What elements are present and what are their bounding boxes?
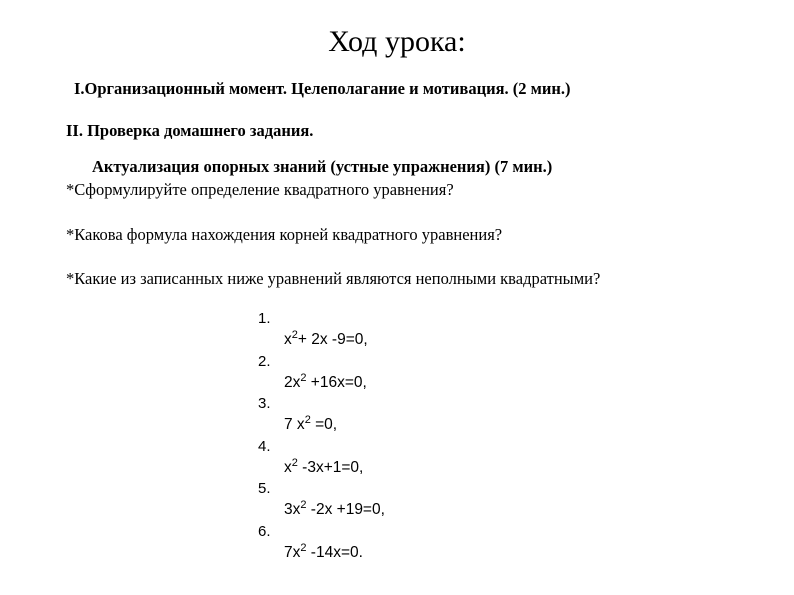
equation-text: $7x^2$ -14x=0. bbox=[284, 541, 363, 561]
page-title: Ход урока: bbox=[328, 25, 466, 58]
equation-text: $x^2+ 2x$ -9=0, bbox=[284, 329, 368, 348]
equation-number: 4. bbox=[258, 437, 271, 455]
section-actualization: Актуализация опорных знаний (устные упражнения) (7 мин.) bbox=[92, 157, 553, 176]
equation-number: 6. bbox=[258, 522, 271, 540]
section-organizational: I.Организационный момент. Целеполагание и мотивация. (2 мин.) bbox=[74, 79, 571, 98]
question-definition: *Сформулируйте определение квадратного уравнения? bbox=[66, 180, 454, 199]
equation-text: $3x^2$ -2x +19=0, bbox=[284, 499, 385, 518]
question-roots-formula: *Какова формула нахождения корней квадратного уравнения? bbox=[66, 225, 503, 244]
equation-text: $x^2$ -3x+1=0, bbox=[284, 456, 364, 476]
question-incomplete-equations: *Какие из записанных ниже уравнений являются неполными квадратными? bbox=[66, 269, 601, 288]
equation-text: 7 $x^2 =0$, bbox=[284, 414, 338, 433]
equation-number: 5. bbox=[258, 480, 271, 497]
section-homework-check: II. Проверка домашнего задания. bbox=[66, 121, 314, 140]
equation-text: $2x^2 +16x=0$, bbox=[284, 371, 367, 391]
equation-number: 1. bbox=[258, 310, 271, 327]
equation-number: 2. bbox=[258, 352, 271, 370]
equation-number: 3. bbox=[258, 395, 271, 412]
